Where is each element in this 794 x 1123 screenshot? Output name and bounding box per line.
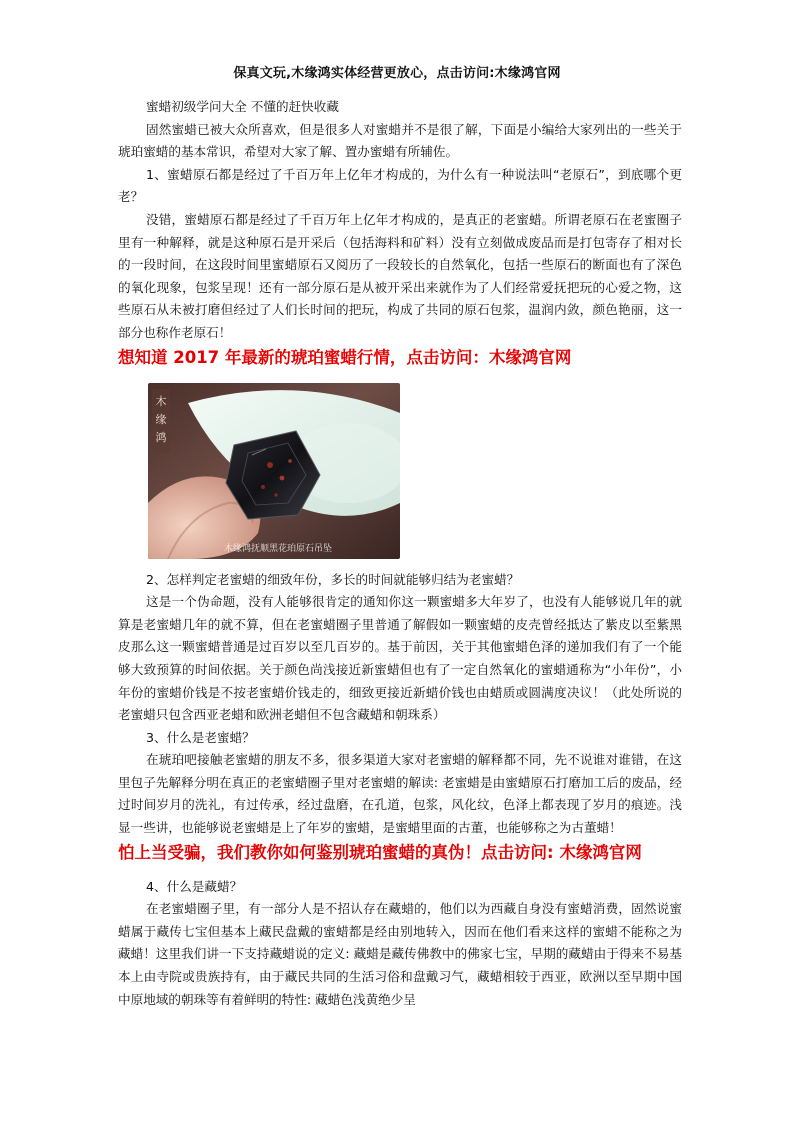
photo-watermark-side-2: 缘 xyxy=(155,412,167,426)
question-2: 2、怎样判定老蜜蜡的细致年份，多长的时间就能够归结为老蜜蜡？ xyxy=(146,571,520,587)
answer-4: 在老蜜蜡圈子里，有一部分人是不招认存在藏蜡的，他们以为西藏自身没有蜜蜡消费，固然说蜜蜡属于藏传七宝但基本上藏民盘戴的蜜蜡都是经由别地转入，因而在他们看来这样的蜜蜡不能称之为藏蜡！这里我们讲一下支持藏蜡说的定义: 藏蜡是藏传佛教中的佛家七宝，早期的藏蜡由于得来不易基本上由寺院或贵族持有，由于藏民共同的生活习俗和盘戴习气，藏蜡相较于西亚，欧洲以至早期中国中原地域的朝珠等有着鲜明的特性: 藏蜡色浅黄绝少呈 xyxy=(118,901,682,1007)
article-title: 蜜蜡初级学问大全 不懂的赶快收藏 xyxy=(146,99,339,114)
answer-1: 没错，蜜蜡原石都是经过了千百万年上亿年才构成的，是真正的老蜜蜡。所谓老原石在老蜜圈子里有一种解释，就是这种原石是开采后（包括海料和矿料）没有立刻做成废品而是打包寄存了相对长的一段时间，在这段时间里蜜蜡原石又阅历了一段较长的自然氧化，包括一些原石的断面也有了深色的氧化现象，包浆呈现！还有一部分原石是从被开采出来就作为了人们经常爱抚把玩的心爱之物，这些原石从未被打磨但经过了人们长时间的把玩，构成了共同的原石包浆，温润内敛，颜色艳丽，这一部分也称作老原石！ xyxy=(118,211,682,340)
intro-paragraph: 固然蜜蜡已被大众所喜欢，但是很多人对蜜蜡并不是很了解，下面是小编给大家列出的一些关于琥珀蜜蜡的基本常识，希望对大家了解、置办蜜蜡有所辅佐。 xyxy=(118,121,682,160)
article-body xyxy=(118,96,682,1011)
photo-watermark-side-3: 鸿 xyxy=(155,430,167,444)
header-banner-link[interactable]: 保真文玩,木缘鸿实体经营更放心，点击访问:木缘鸿官网 xyxy=(233,66,561,81)
answer-3: 在琥珀吧接触老蜜蜡的朋友不多，很多渠道大家对老蜜蜡的解释都不同，先不说谁对谁错，在这里包子先解释分明在真正的老蜜蜡圈子里对老蜜蜡的解读: 老蜜蜡是由蜜蜡原石打磨加工后的废品，经过时间岁月的洗礼，有过传承，经过盘磨，在孔道，包浆，风化纹，色泽上都表现了岁月的痕迹。浅显一些讲，也能够说老蜜蜡是上了年岁的蜜蜡，是蜜蜡里面的古董，也能够称之为古董蜡！ xyxy=(118,752,682,836)
promo-link-authenticity[interactable]: 怕上当受骗，我们教你如何鉴别琥珀蜜蜡的真伪！点击访问: 木缘鸿官网 xyxy=(118,842,642,862)
question-1: 1、蜜蜡原石都是经过了千百万年上亿年才构成的，为什么有一种说法叫“老原石”，到底哪个更老？ xyxy=(118,166,682,205)
promo-link-market[interactable]: 想知道 2017 年最新的琥珀蜜蜡行情，点击访问：木缘鸿官网 xyxy=(118,347,572,367)
amber-pendant-photo xyxy=(148,383,400,559)
spacer xyxy=(118,866,682,876)
question-3: 3、什么是老蜜蜡？ xyxy=(146,729,255,745)
photo-watermark-side-1: 木 xyxy=(155,394,167,408)
question-4: 4、什么是藏蜡？ xyxy=(146,878,243,894)
photo-caption: 木缘鸿抚顺黑花珀原石吊坠 xyxy=(223,543,333,554)
answer-2: 这是一个伪命题，没有人能够很肯定的通知你这一颗蜜蜡多大年岁了，也没有人能够说几年的就算是老蜜蜡几年的就不算，但在老蜜蜡圈子里普通了解假如一颗蜜蜡的皮壳曾经抵达了紫皮以至紫黑皮那么这一颗蜜蜡普通是过百岁以至几百岁的。基于前因，关于其他蜜蜡色泽的递加我们有了一个能够大致预算的时间依据。关于颜色尚浅接近新蜜蜡但也有了一定自然氧化的蜜蜡通称为“小年份”，小年份的蜜蜡价钱是不按老蜜蜡价钱走的，细致更接近新蜡价钱也由蜡质或圆满度决议！（此处所说的老蜜蜡只包含西亚老蜡和欧洲老蜡但不包含藏蜡和朝珠系） xyxy=(118,594,682,723)
